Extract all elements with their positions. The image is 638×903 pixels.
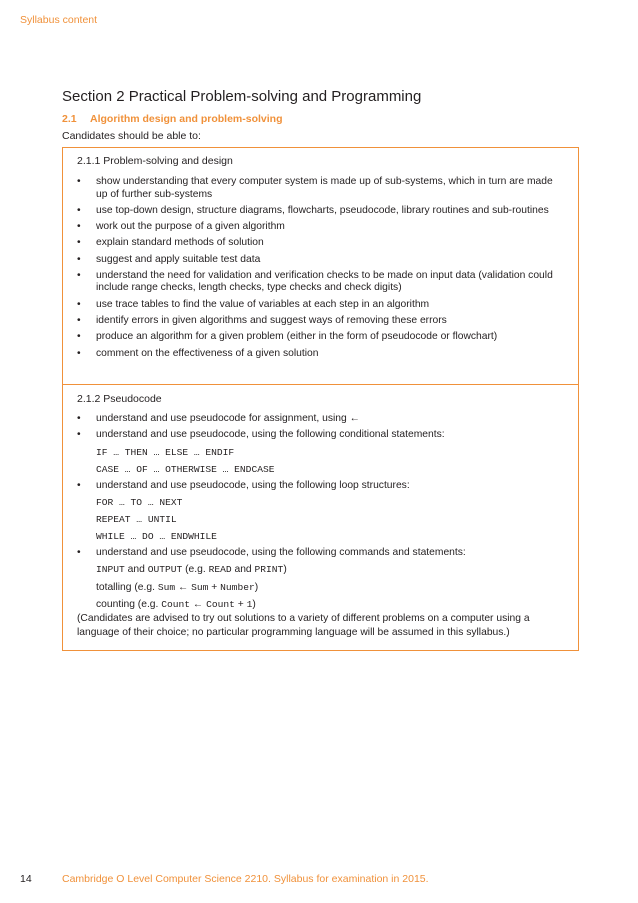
pseudocode-list — [77, 413, 566, 616]
problem-solving-list — [77, 176, 566, 364]
bullet-icon: • — [77, 315, 81, 327]
list-item: • identify errors in given algorithms and suggest ways of removing these errors — [77, 315, 447, 327]
list-item: • comment on the effectiveness of a given solution — [77, 347, 319, 359]
bullet-icon: • — [77, 237, 81, 249]
problem-solving-box — [62, 147, 579, 385]
list-item: • suggest and apply suitable test data — [77, 253, 261, 265]
code-line: REPEAT … UNTIL — [96, 514, 177, 526]
list-item: • produce an algorithm for a given problem (either in the form of pseudocode or flowchart) — [77, 331, 498, 343]
list-item: • understand and use pseudocode, using the following loop structures: FOR … TO … NEXT REPEAT … UNTIL WHILE … DO … ENDWHILE — [77, 480, 566, 544]
bullet-icon: • — [77, 413, 81, 424]
code-line: IF … THEN … ELSE … ENDIF — [96, 446, 235, 458]
totalling-example: totalling (e.g. Sum ← Sum + Number) — [96, 581, 259, 593]
pseudocode-box — [62, 385, 579, 651]
bullet-icon: • — [77, 221, 81, 233]
bullet-icon: • — [77, 204, 81, 216]
box-title-problem-solving: 2.1.1 Problem-solving and design — [77, 155, 233, 167]
subsection-title: Algorithm design and problem-solving — [90, 113, 283, 125]
box-title-pseudocode: 2.1.2 Pseudocode — [77, 393, 162, 405]
code-line: CASE … OF … OTHERWISE … ENDCASE — [96, 463, 275, 475]
bullet-icon: • — [77, 479, 81, 491]
list-item: • show understanding that every computer system is made up of sub-systems, which in turn are made up of further sub-systems — [77, 176, 553, 200]
bullet-icon: • — [77, 429, 81, 441]
counting-example: counting (e.g. Count ← Count + 1) — [96, 599, 256, 611]
list-item: • understand and use pseudocode for assignment, using ← — [77, 413, 360, 424]
candidates-note: (Candidates are advised to try out solutions to a variety of different problems on a computer using a language of their choice; no particular programming language will be assumed in this syllabus.) — [77, 613, 530, 638]
bullet-icon: • — [77, 347, 81, 359]
list-item: • explain standard methods of solution — [77, 237, 264, 249]
code-line: WHILE … DO … ENDWHILE — [96, 531, 217, 543]
bullet-icon: • — [77, 331, 81, 343]
bullet-icon: • — [77, 176, 81, 187]
page-number: 14 — [20, 873, 32, 885]
running-header: Syllabus content — [20, 14, 98, 26]
bullet-icon: • — [77, 298, 81, 310]
list-item: • understand and use pseudocode, using the following conditional statements: IF … THEN … ELSE … ENDIF CASE … OF … OTHERWISE … ENDCASE — [77, 429, 566, 476]
bullet-icon: • — [77, 253, 81, 265]
intro-text: Candidates should be able to: — [62, 130, 201, 142]
list-item: • understand and use pseudocode, using the following commands and statements: INPUT and OUTPUT (e.g. READ and PRINT) totalling (e.g. Sum ← Sum + Number) counting (e.g. Count ← Count + 1) — [77, 547, 566, 612]
list-item: • use trace tables to find the value of variables at each step in an algorithm — [77, 298, 430, 310]
bullet-icon: • — [77, 546, 81, 558]
list-item: • understand the need for validation and verification checks to be made on input data (validation could include range checks, length checks, type checks and check digits) — [77, 269, 553, 294]
list-item: • work out the purpose of a given algorithm — [77, 221, 285, 233]
subsection-heading — [62, 113, 283, 125]
section-title: Section 2 Practical Problem-solving and Programming — [62, 88, 422, 105]
code-line: FOR … TO … NEXT — [96, 497, 183, 509]
io-example: INPUT and OUTPUT (e.g. READ and PRINT) — [96, 564, 287, 576]
list-item: • use top-down design, structure diagrams, flowcharts, pseudocode, library routines and sub-routines — [77, 204, 549, 216]
footer-text: Cambridge O Level Computer Science 2210. Syllabus for examination in 2015. — [62, 873, 429, 885]
subsection-number: 2.1 — [62, 113, 77, 125]
bullet-icon: • — [77, 269, 81, 281]
